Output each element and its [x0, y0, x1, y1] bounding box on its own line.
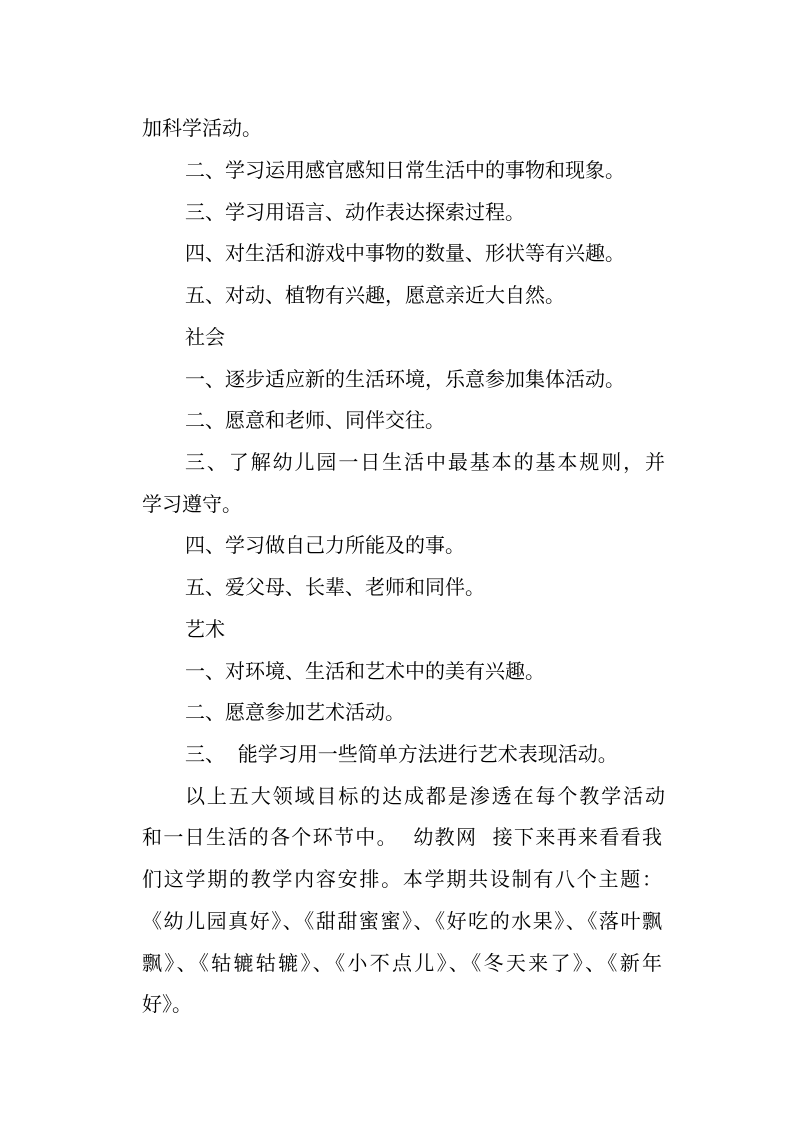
text-line-art-1: 一、对环境、生活和艺术中的美有兴趣。 [185, 659, 545, 683]
text-line-science-4: 四、对生活和游戏中事物的数量、形状等有兴趣。 [185, 241, 625, 265]
text-line-science-3: 三、学习用语言、动作表达探索过程。 [185, 200, 525, 224]
text-line-social-2: 二、愿意和老师、同伴交往。 [185, 408, 445, 432]
text-line-social-1: 一、逐步适应新的生活环境，乐意参加集体活动。 [185, 367, 625, 391]
text-line-themes-2: 飘》、《轱辘轱辘》、《小不点儿》、《冬天来了》、《新年 [142, 951, 662, 975]
section-heading-social: 社会 [185, 325, 225, 349]
text-line-summary-3: 们这学期的教学内容安排。本学期共设制有八个主题： [142, 867, 662, 891]
text-line-summary-1: 以上五大领域目标的达成都是渗透在每个教学活动 [185, 784, 665, 808]
text-line-science-5: 五、对动、植物有兴趣，愿意亲近大自然。 [185, 283, 565, 307]
text-line-art-2: 二、愿意参加艺术活动。 [185, 700, 405, 724]
text-line-themes-3: 好》。 [142, 992, 192, 1016]
text-line-social-3-cont: 学习遵守。 [142, 492, 242, 516]
text-line-summary-2: 和一日生活的各个环节中。 幼教网 接下来再来看看我 [142, 825, 662, 849]
section-heading-art: 艺术 [185, 617, 225, 641]
text-line-themes-1: 《幼儿园真好》、《甜甜蜜蜜》、《好吃的水果》、《落叶飘 [142, 909, 662, 933]
text-line-continuation: 加科学活动。 [142, 116, 262, 140]
text-line-social-4: 四、学习做自己力所能及的事。 [185, 533, 465, 557]
text-line-social-5: 五、爱父母、长辈、老师和同伴。 [185, 575, 485, 599]
text-line-science-2: 二、学习运用感官感知日常生活中的事物和现象。 [185, 158, 625, 182]
text-line-social-3: 三、了解幼儿园一日生活中最基本的基本规则，并 [185, 450, 665, 474]
text-line-art-3: 三、 能学习用一些简单方法进行艺术表现活动。 [185, 742, 618, 766]
